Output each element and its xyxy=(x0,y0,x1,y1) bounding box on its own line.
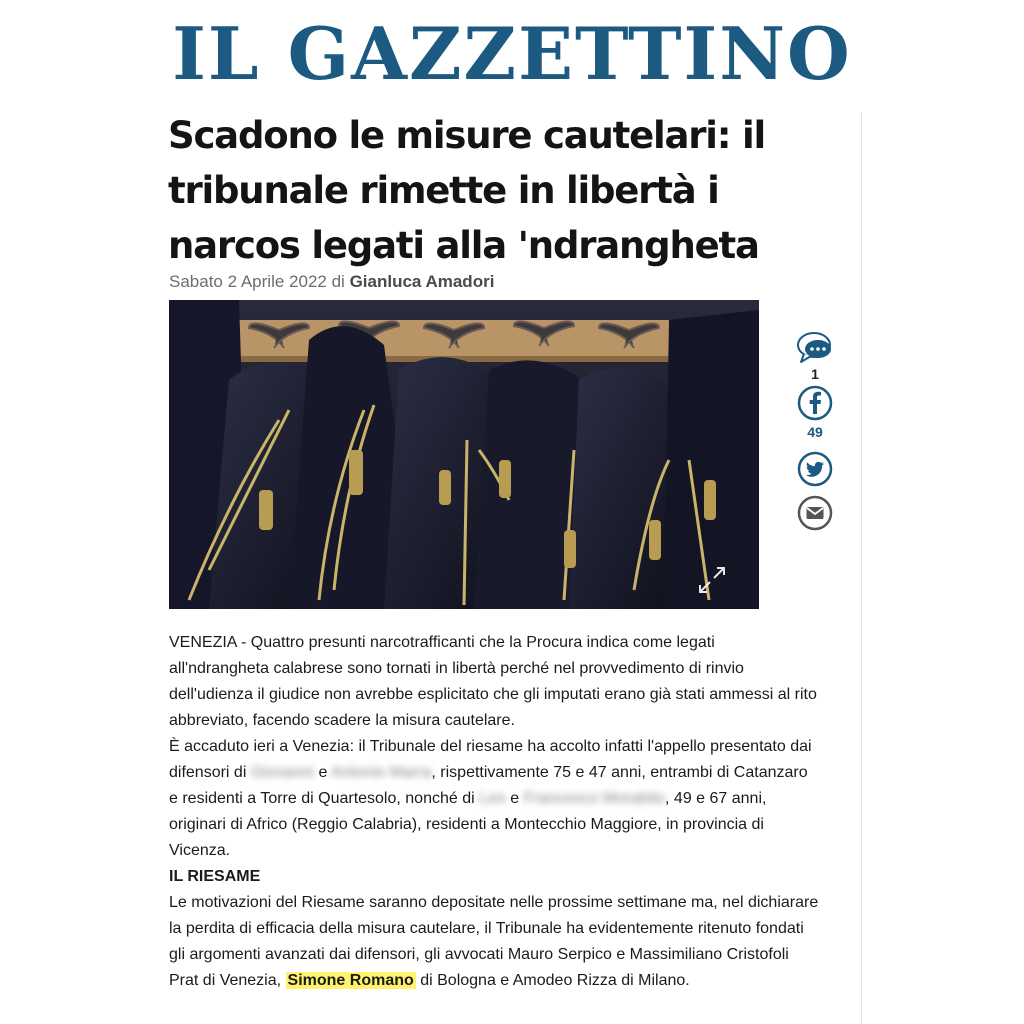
article-paragraph: VENEZIA - Quattro presunti narcotrafficanti che la Procura indica come legati all'ndrangheta calabrese sono tornati in libertà perché nel provvedimento di rinvio dell'udienza il giudice non avrebbe esplicitato che gli imputati erano già stati ammessi al rito abbreviato, facendo scadere la misura cautelare. xyxy=(169,634,817,729)
column-divider xyxy=(861,112,862,1024)
byline-connector: di xyxy=(331,272,345,291)
redacted-name: Leo xyxy=(479,790,506,807)
publish-date: Sabato 2 Aprile 2022 xyxy=(169,272,327,291)
article-photo[interactable] xyxy=(169,300,759,609)
article-paragraph: Le motivazioni del Riesame saranno depositate nelle prossime settimane ma, nel dichiarare la perdita di efficacia della misura cautelare, il Tribunale ha evidentemente ritenuto fondati gli argomenti avanzati dai difensori, gli avvocati Mauro Serpico e Massimiliano Cristofoli Prat di Venezia, Simone Romano di Bologna e Amodeo Rizza di Milano. xyxy=(169,894,819,989)
redacted-name: Antonio Marra xyxy=(330,764,432,781)
facebook-count: 49 xyxy=(807,424,823,440)
twitter-icon[interactable] xyxy=(796,450,834,488)
comments-count: 1 xyxy=(811,366,819,382)
redacted-name: Giovanni xyxy=(250,764,314,781)
article-subhead: IL RIESAME xyxy=(169,868,261,885)
robes-on-hangers-image xyxy=(169,300,759,609)
article-body xyxy=(169,630,819,994)
redacted-name: Francesco Morabito xyxy=(523,790,666,807)
facebook-icon[interactable] xyxy=(796,384,834,422)
masthead-logo[interactable]: IL GAZZETTINO xyxy=(172,11,852,96)
byline xyxy=(169,272,494,292)
email-icon[interactable] xyxy=(796,494,834,532)
share-bar xyxy=(794,330,836,532)
highlighted-name: Simone Romano xyxy=(287,972,414,989)
comments-icon[interactable] xyxy=(796,330,834,364)
author-name[interactable]: Gianluca Amadori xyxy=(349,272,495,291)
article-paragraph: È accaduto ieri a Venezia: il Tribunale del riesame ha accolto infatti l'appello presentato dai difensori di Giovanni e Antonio Marra, rispettivamente 75 e 47 anni, entrambi di Catanzaro e residenti a Torre di Quartesolo, nonché di Leo e Francesco Morabito, 49 e 67 anni, originari di Africo (Reggio Calabria), residenti a Montecchio Maggiore, in provincia di Vicenza. xyxy=(169,738,812,859)
article-headline: Scadono le misure cautelari: il tribunale rimette in libertà i narcos legati alla 'ndrangheta xyxy=(168,114,766,267)
